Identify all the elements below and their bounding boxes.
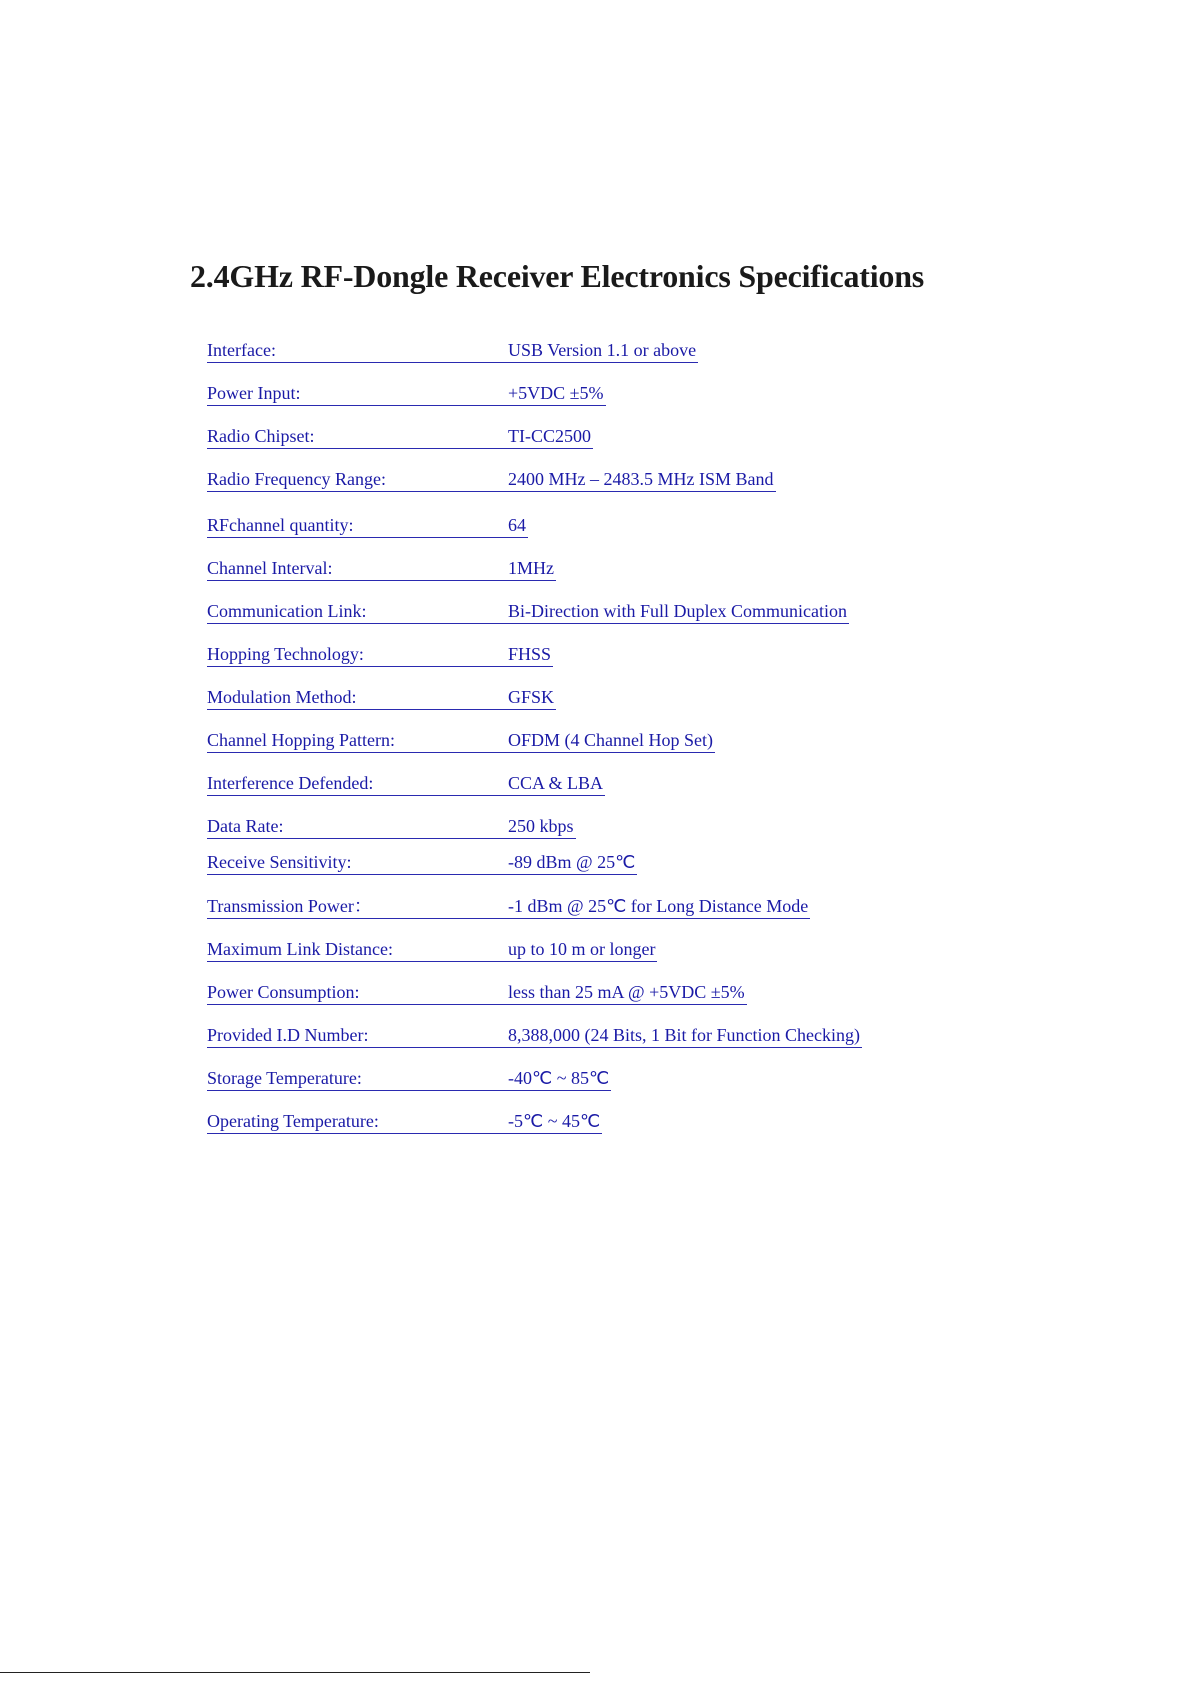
spec-value: CCA & LBA [508,773,604,793]
spec-value: +5VDC ±5% [508,383,604,403]
spec-label: Modulation Method: [207,687,357,707]
spec-row [0,804,1191,840]
spec-row [0,589,1191,625]
spec-label: Receive Sensitivity: [207,852,352,872]
spec-row [0,503,1191,539]
spec-underline [207,918,810,919]
spec-row [0,632,1191,668]
spec-underline [207,537,528,538]
spec-underline [207,491,776,492]
spec-row [0,1099,1191,1135]
spec-row [0,884,1191,920]
spec-value: Bi-Direction with Full Duplex Communication [508,601,847,621]
spec-underline [207,709,556,710]
spec-underline [207,666,553,667]
spec-value: less than 25 mA @ +5VDC ±5% [508,982,745,1002]
spec-row [0,1056,1191,1092]
spec-value: 8,388,000 (24 Bits, 1 Bit for Function Checking) [508,1025,860,1045]
spec-row [0,970,1191,1006]
spec-value: 64 [508,515,526,535]
spec-row [0,761,1191,797]
footnote-divider [0,1672,590,1673]
spec-underline [207,838,576,839]
spec-underline [207,1004,747,1005]
spec-label: Provided I.D Number: [207,1025,369,1045]
spec-row [0,675,1191,711]
spec-row [0,546,1191,582]
spec-label: Power Consumption: [207,982,360,1002]
spec-row [0,414,1191,450]
spec-underline [207,874,637,875]
spec-label: Channel Interval: [207,558,333,578]
spec-value: GFSK [508,687,555,707]
spec-row [0,1013,1191,1049]
spec-value: up to 10 m or longer [508,939,656,959]
spec-underline [207,795,605,796]
spec-label: Data Rate: [207,816,284,836]
spec-label: Radio Chipset: [207,426,315,446]
spec-underline [207,580,556,581]
spec-value: -89 dBm @ 25℃ [508,852,636,872]
spec-label: Transmission Power： [207,896,372,916]
spec-label: RFchannel quantity: [207,515,354,535]
spec-label: Maximum Link Distance: [207,939,393,959]
spec-value: 250 kbps [508,816,574,836]
spec-label: Operating Temperature: [207,1111,379,1131]
spec-value: 2400 MHz – 2483.5 MHz ISM Band [508,469,774,489]
spec-row [0,371,1191,407]
spec-value: -5℃ ~ 45℃ [508,1111,601,1131]
spec-value: -40℃ ~ 85℃ [508,1068,610,1088]
page-title: 2.4GHz RF-Dongle Receiver Electronics Specifications [190,258,925,294]
spec-label: Interface: [207,340,276,360]
spec-underline [207,1090,611,1091]
spec-underline [207,752,715,753]
spec-row [0,840,1191,876]
spec-underline [207,405,606,406]
spec-underline [207,1047,862,1048]
spec-underline [207,448,593,449]
spec-underline [207,1133,602,1134]
spec-label: Interference Defended: [207,773,374,793]
spec-label: Power Input: [207,383,301,403]
spec-value: 1MHz [508,558,554,578]
spec-row [0,457,1191,493]
spec-underline [207,961,657,962]
spec-row [0,718,1191,754]
spec-label: Hopping Technology: [207,644,364,664]
spec-row [0,927,1191,963]
spec-value: -1 dBm @ 25℃ for Long Distance Mode [508,896,809,916]
spec-underline [207,362,698,363]
spec-value: OFDM (4 Channel Hop Set) [508,730,713,750]
spec-label: Storage Temperature: [207,1068,362,1088]
spec-value: USB Version 1.1 or above [508,340,697,360]
spec-label: Channel Hopping Pattern: [207,730,395,750]
spec-label: Communication Link: [207,601,367,621]
spec-value: FHSS [508,644,552,664]
spec-label: Radio Frequency Range: [207,469,386,489]
spec-value: TI-CC2500 [508,426,591,446]
spec-underline [207,623,849,624]
spec-row [0,328,1191,364]
